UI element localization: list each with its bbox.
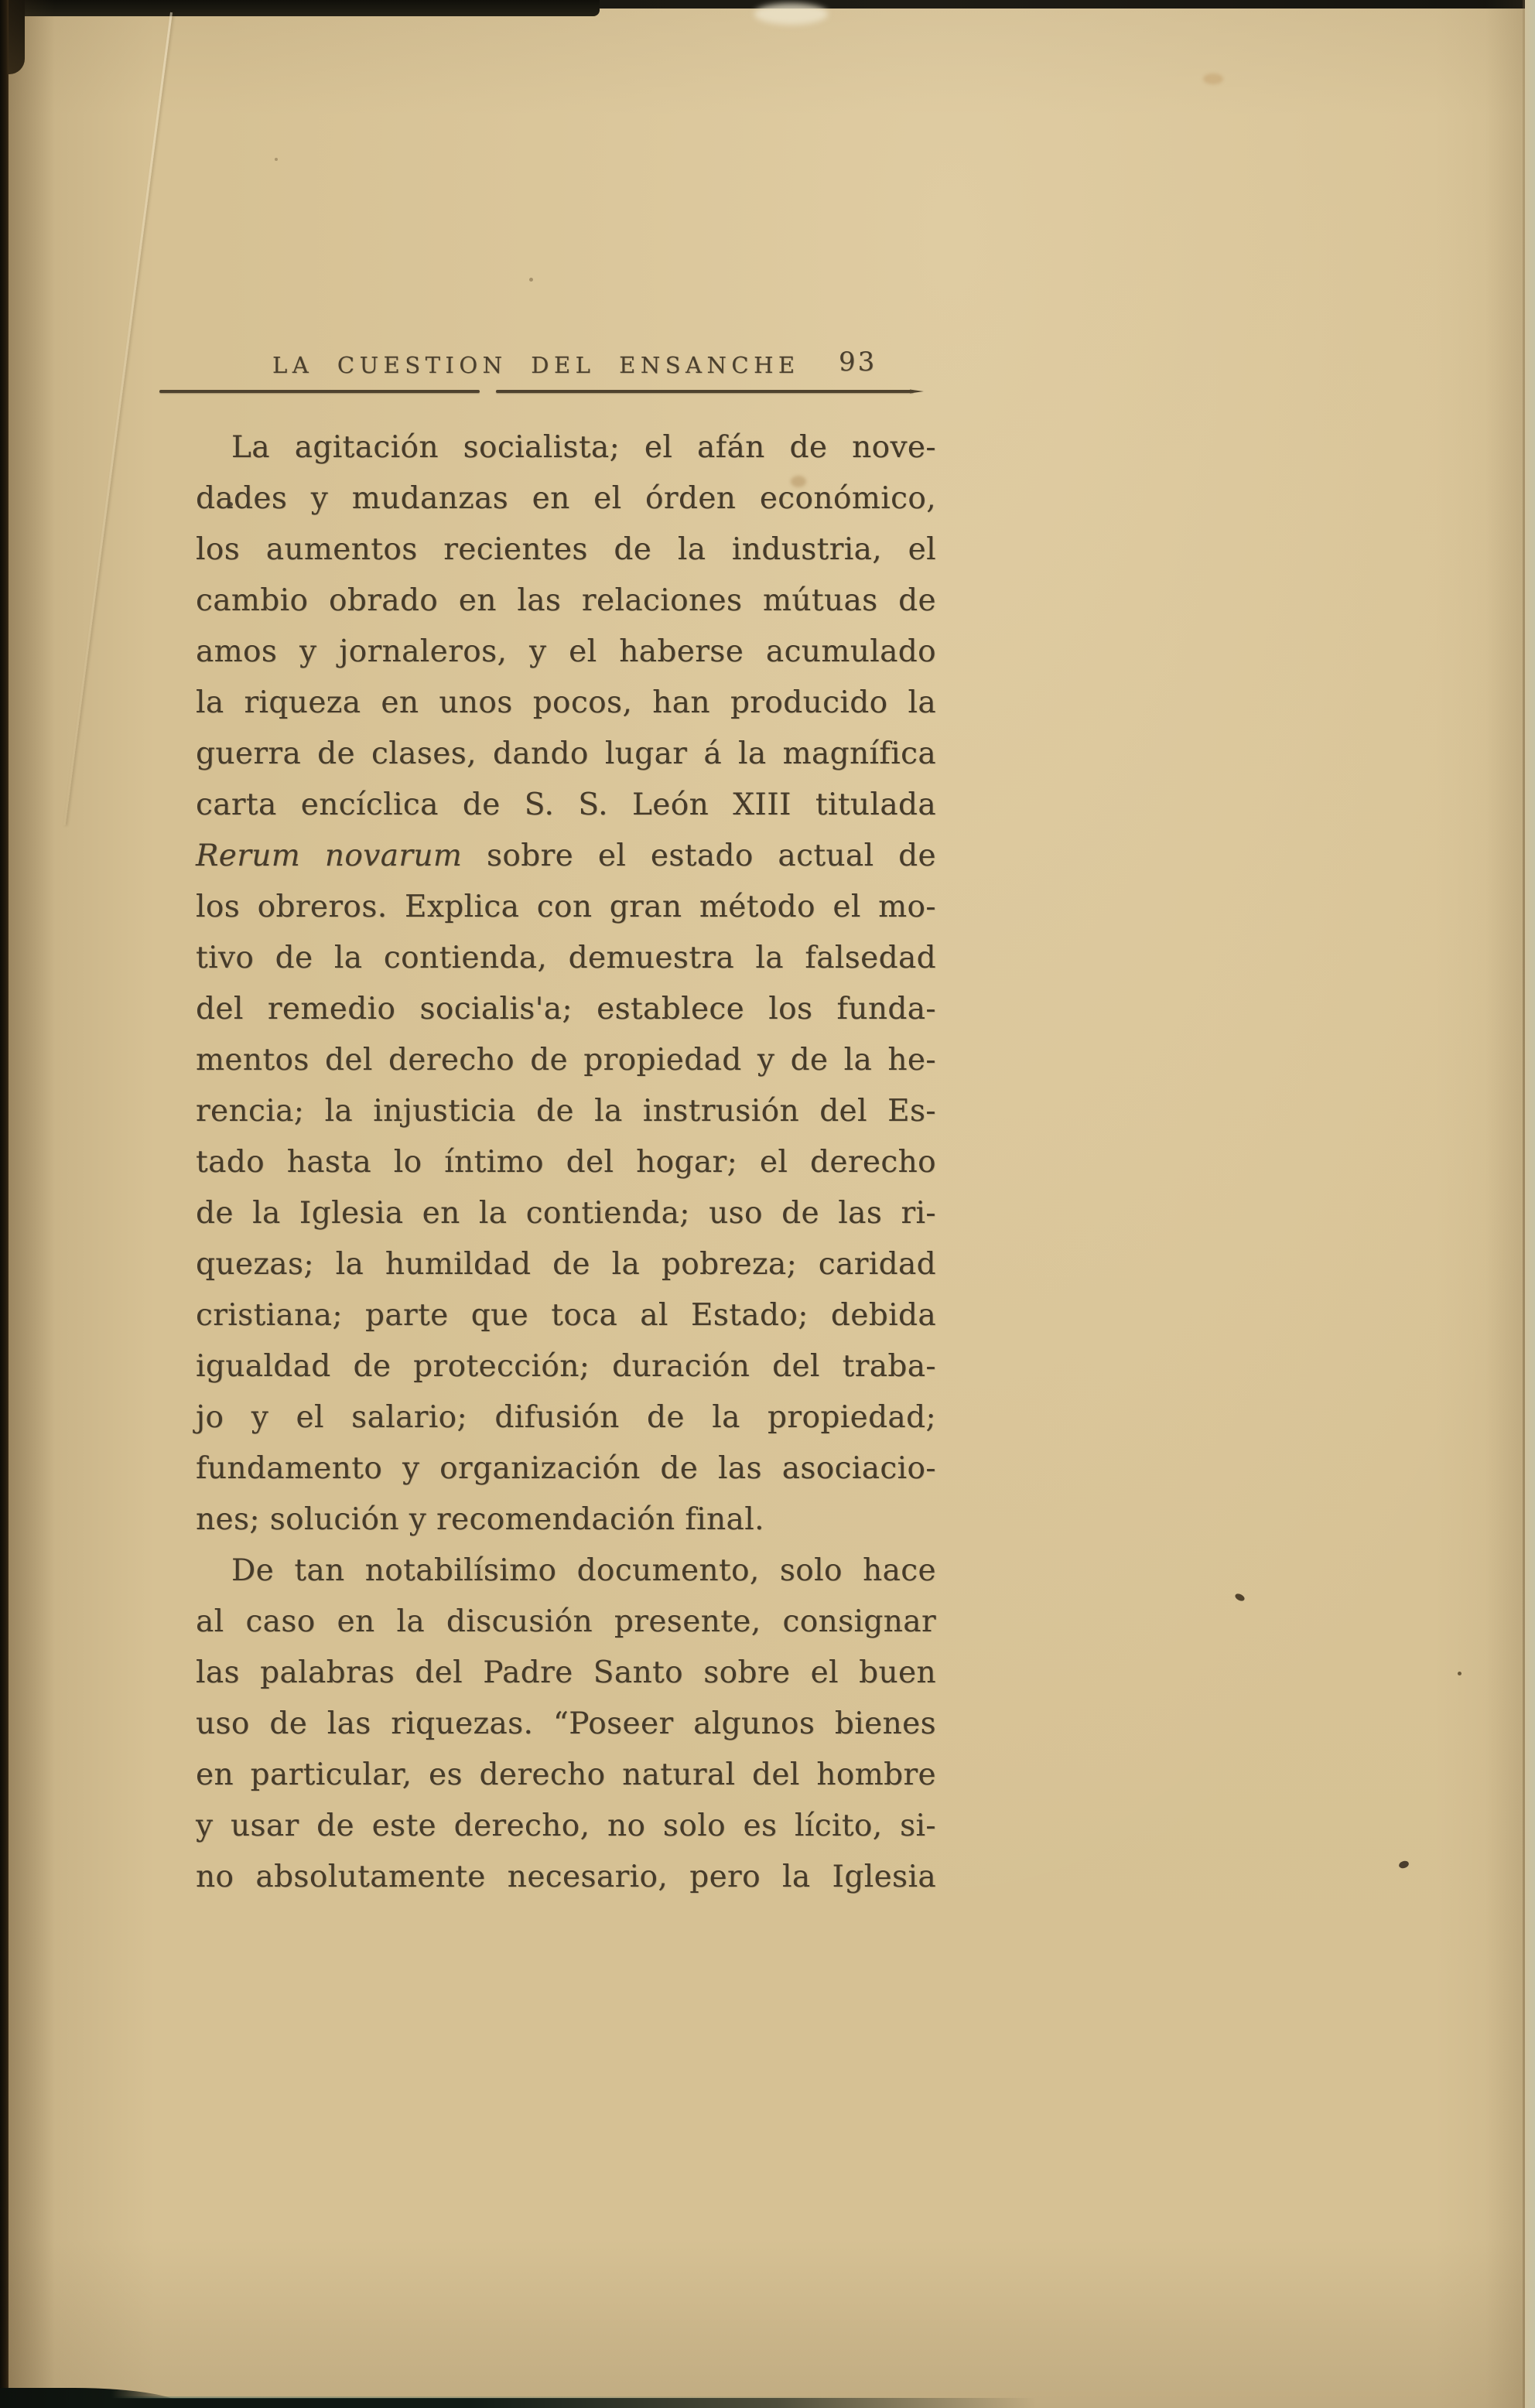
text-line-rest: sobre el estado actual de [462,839,936,873]
text-line: amos y jornaleros, y el haberse acumulado [196,634,936,669]
text-line: mentos del derecho de propiedad y de la he- [196,1043,936,1078]
scan-edge-top-left [0,0,600,16]
text-line: no absolutamente necesario, pero la Iglesia [196,1860,936,1894]
scan-edge-left [0,0,9,2408]
text-line: jo y el salario; difusión de la propiedad; [196,1400,936,1435]
paper-crease [63,12,173,825]
paper-speck [1398,1860,1410,1870]
text-line: guerra de clases, dando lugar á la magnífica [196,736,936,771]
paper-stain [754,3,828,25]
text-line: la riqueza en unos pocos, han producido la [196,685,936,720]
text-line: tivo de la contienda, demuestra la falsedad [196,941,936,975]
text-line-with-italic [196,831,936,882]
page-number: 93 [839,347,877,377]
header-rule-right [496,390,914,393]
paper-speck [275,158,278,161]
running-title: LA CUESTION DEL ENSANCHE [272,352,800,378]
text-line: quezas; la humildad de la pobreza; caridad [196,1247,936,1282]
encyclical-title: Rerum novarum [196,839,463,873]
text-line: dades y mudanzas en el órden económico, [196,481,936,516]
header-rule-left [159,390,480,393]
text-line: del remedio socialis'a; establece los funda- [196,992,936,1026]
header-rule-tip [910,388,924,395]
paper-speck [529,278,533,282]
paper-speck [1234,1592,1246,1602]
text-line: fundamento y organización de las asociacio- [196,1451,936,1486]
next-page-sliver [1525,0,1535,2408]
text-line: en particular, es derecho natural del hombre [196,1757,936,1792]
text-line: cambio obrado en las relaciones mútuas de [196,583,936,618]
text-line: igualdad de protección; duración del traba- [196,1349,936,1384]
scan-corner-bottom-left [0,2388,186,2408]
paper-stain [1203,73,1223,84]
text-line: nes; solución y recomendación final. [196,1502,764,1537]
page-body [196,422,936,1903]
text-line: De tan notabilísimo documento, solo hace [231,1553,936,1588]
text-line: uso de las riquezas. “Poseer algunos bienes [196,1706,936,1741]
text-line: cristiana; parte que toca al Estado; debida [196,1298,936,1333]
paper-speck [1458,1672,1461,1675]
text-line: las palabras del Padre Santo sobre el buen [196,1655,936,1690]
text-line: carta encíclica de S. S. León XIII titulada [196,787,936,822]
text-line: los aumentos recientes de la industria, el [196,532,936,567]
text-line: y usar de este derecho, no solo es lícito, si- [196,1809,936,1843]
text-line: tado hasta lo íntimo del hogar; el derecho [196,1145,936,1180]
text-line: al caso en la discusión presente, consignar [196,1604,936,1639]
gutter-shadow [9,0,55,2408]
page-right-shade [1485,0,1523,2408]
text-line: La agitación socialista; el afán de nove- [231,430,936,465]
text-line: los obreros. Explica con gran método el mo- [196,890,936,924]
text-line: de la Iglesia en la contienda; uso de las ri- [196,1196,936,1231]
text-line: rencia; la injusticia de la instrusión del Es- [196,1094,936,1129]
